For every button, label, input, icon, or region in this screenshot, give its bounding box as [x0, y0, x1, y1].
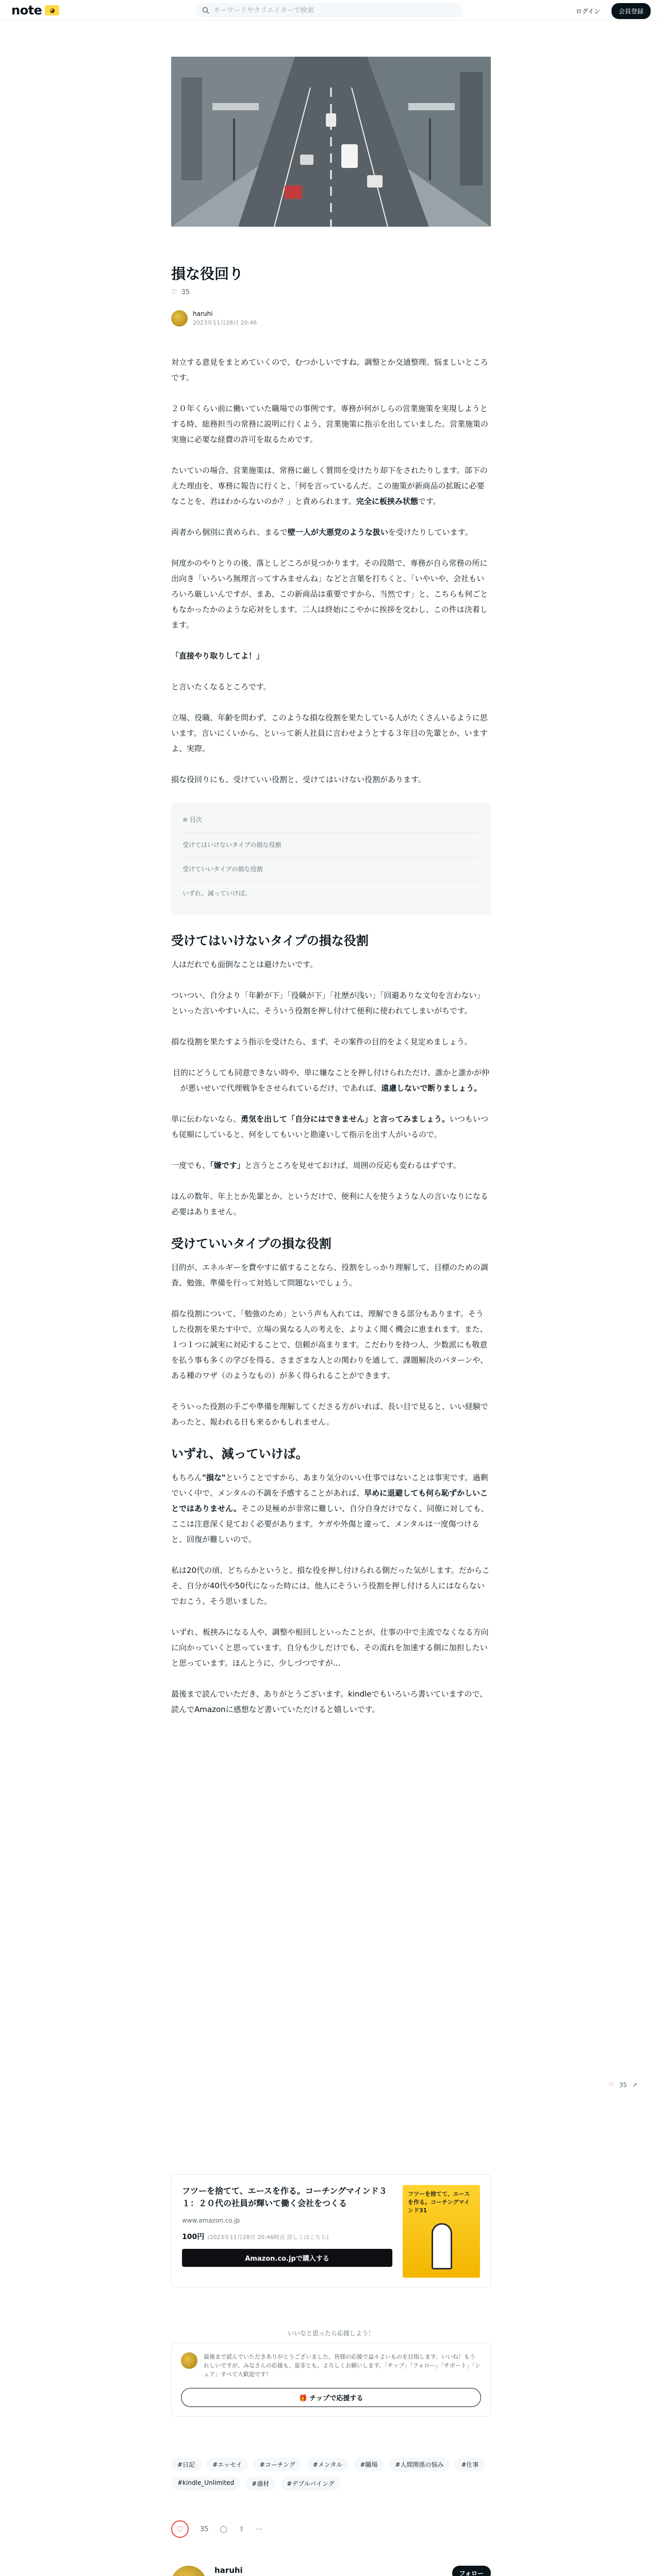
toc-heading[interactable]: ≡ 目次	[183, 816, 202, 823]
paragraph: 損な役回りにも、受けていい役割と、受けてはいけない役割があります。	[171, 775, 426, 784]
product-title[interactable]: フツーを捨てて、エースを作る。コーチングマインド３１：２０代の社員が輝いて働く会社をつくる	[182, 2186, 387, 2208]
section-heading: 受けてはいけないタイプの損な役割	[171, 934, 369, 948]
paragraph: ほんの数年、年上とか先輩とか、というだけで、便利に人を使うような人の言いなりになる必要はありません。	[171, 1192, 488, 1216]
like-count: 35	[181, 289, 190, 296]
heart-icon[interactable]: ♡	[608, 2081, 614, 2089]
share-icon[interactable]: ↗	[632, 2081, 638, 2089]
hashtag[interactable]: #コーチング	[254, 2458, 302, 2471]
hashtag[interactable]: #日記	[171, 2458, 201, 2471]
paragraph: ついつい、自分より「年齢が下」「役職が下」「社歴が浅い」「回避ありな文句を言わない」といった言いやすい人に、そういう役割を押し付けて便利に使われてしまいがちです。	[171, 991, 485, 1015]
quote-line: 「直接やり取りしてよ！」	[171, 651, 264, 660]
support-section	[171, 2329, 491, 2417]
table-of-contents	[171, 803, 491, 914]
publish-date: 2023年11月28日 20:46	[193, 319, 257, 326]
hashtag[interactable]: #適材	[245, 2477, 275, 2490]
search-icon	[202, 7, 209, 14]
heart-icon: ♡	[176, 2524, 184, 2534]
book-cover[interactable]	[403, 2185, 480, 2278]
street-scene-illustration	[171, 57, 491, 227]
support-label: いいなと思ったら応援しよう！	[287, 2330, 374, 2337]
hero-image	[171, 57, 491, 227]
like-count: 35	[619, 2081, 627, 2089]
more-options-icon[interactable]: ⋯	[256, 2525, 263, 2533]
buy-on-amazon-button[interactable]: Amazon.co.jpで購入する	[182, 2249, 392, 2267]
hashtag[interactable]: #kindle_Unlimited	[171, 2477, 240, 2490]
support-message: 最後まで読んでいただきありがとうございました。皆様の応援で益々よいものを目指します。いいね！もうれしいですが、みなさんの応援も、是非とも、よろしくお願いします。「チップ」「フォロー」「サポート」「シェア」すべて大歓迎です！	[181, 2352, 481, 2379]
paragraph: 両者から個別に責められ、まるで壁一人が大悪党のような扱いを受けたりしています。	[171, 528, 473, 537]
article-author[interactable]	[171, 310, 257, 327]
paragraph: ２０年くらい前に働いていた職場での事例です。専務が何がしらの営業施策を実現しようとする時、総務担当の常務に説明に行くよう、営業施策に指示を出していました。営業施策の実施に必要な経費の許可を取るためです。	[171, 404, 489, 444]
hashtag[interactable]: #人間関係の悩み	[389, 2458, 450, 2471]
article-action-bar	[171, 2520, 262, 2538]
hashtag[interactable]: #デブルパイング	[280, 2477, 341, 2490]
like-count: 35	[200, 2525, 209, 2533]
paragraph: と言いたくなるところです。	[171, 682, 271, 691]
header-actions	[571, 3, 651, 19]
section-heading: 受けていいタイプの損な役割	[171, 1236, 332, 1251]
like-button[interactable]	[171, 2520, 189, 2538]
product-price: 100円 (2023年11月28日 20:46時点 詳しくはこちら)	[182, 2233, 329, 2241]
paragraph: 目的が、エネルギーを費やすに値することなら、役割をしっかり理解して、目標のための調査、勉強、準備を行って対処して問題ないでしょう。	[171, 1263, 488, 1287]
paragraph: 人はだれでも面倒なことは避けたいです。	[171, 960, 318, 969]
search-input[interactable]	[213, 7, 457, 14]
amazon-product-card[interactable]	[171, 2174, 491, 2287]
article-body	[171, 354, 491, 1733]
support-box	[171, 2343, 491, 2417]
product-info	[182, 2185, 392, 2277]
toc-item[interactable]: 受けていいタイプの損な役割	[183, 857, 479, 881]
logo-text: note	[11, 3, 42, 18]
paragraph: そういった役割の手ごや準備を理解してくださる方がいれば、長い目で見ると、いい経験であったと、報われる日も来るかもしれません。	[171, 1402, 489, 1427]
paragraph: 単に伝わないなら、勇気を出して「自分にはできません」と言ってみましょう。いつもいつも従順にしていると、何をしてもいいと勘違いして指示を出す人がいるので。	[171, 1114, 489, 1139]
hashtag-list	[171, 2458, 491, 2490]
toc-item[interactable]: 受けてはいけないタイプの損な役割	[183, 833, 479, 857]
book-cover-title: フツーを捨てて、エースを作る。コーチングマインド31	[408, 2191, 470, 2214]
follow-button[interactable]: フォロー	[452, 2566, 491, 2576]
heart-icon[interactable]: ♡	[171, 289, 177, 296]
author-name[interactable]: haruhi	[193, 310, 213, 317]
signup-button[interactable]: 会員登録	[611, 3, 651, 19]
floating-like-widget	[608, 2081, 637, 2089]
share-icon[interactable]: ⇪	[239, 2525, 245, 2533]
note-logo[interactable]	[11, 3, 59, 18]
paragraph: 立場、役職、年齢を問わず、このような損な役割を果たしている人がたくさんいるように思います。言いにくいから、といって新人社員に言わせようとする３年目の先輩とか、いますよ、実際。	[171, 713, 488, 753]
tip-button[interactable]: 🎁 チップで応援する	[181, 2388, 481, 2407]
article-title: 損な役回り	[171, 265, 244, 282]
paragraph: 損な役割を果たすよう指示を受けたら、まず、その案件の目的をよく見定めましょう。	[171, 1037, 472, 1046]
hashtag[interactable]: #職場	[354, 2458, 384, 2471]
paragraph: 対立する意見をまとめていくので、むつかしいですね。調整とか交通整理。悩ましいところです。	[171, 358, 488, 382]
toc-item[interactable]: いずれ、減っていけば。	[183, 881, 479, 905]
article-like-count	[171, 289, 190, 296]
section-heading: いずれ、減っていけば。	[171, 1447, 308, 1461]
paragraph: 何度かのやりとりの後、落としどころが見つかります。その段階で、専務が自ら常務の所に出向き「いろいろ無理言ってすみませんね」などと言葉を打ちくと、「いやいや、会社もいろいろ厳しいんですが、まあ、この新商品は重要ですから、当然です」と、こちらも何ごともなかったかのような応対をします。二人は終始にこやかに挨拶を交わし、この件は決着します。	[171, 558, 488, 630]
hashtag[interactable]: #メンタル	[307, 2458, 349, 2471]
author-avatar[interactable]	[171, 2566, 206, 2576]
hashtag[interactable]: #仕事	[455, 2458, 485, 2471]
hashtag[interactable]: #エッセイ	[206, 2458, 248, 2471]
paragraph: もちろん"損な"ということですから、あまり気分のいい仕事ではないことは事実です。過剰でいく中で、メンタルの不調を予感することがあれば、早めに退避しても何ら恥ずかしいことではありません。そこの見極めが非常に難しい、自分自身だけでなく、同僚に対しても、ここは注意深く見ておく必要があります。ケガや外傷と違って、メンタルは一度傷つけると、回復が難しいので。	[171, 1473, 489, 1544]
author-name[interactable]: haruhi	[214, 2566, 243, 2575]
top-navigation	[0, 0, 662, 21]
search-bar[interactable]	[196, 3, 463, 18]
paragraph: 損な役割について、「勉強のため」という声も入れては、理解できる部分もあります。そうした役割を果たす中で、立場の異なる人の考えを、よりよく聞く機会に恵まれます。また、１つ１つに誠実に対応することで、信頼が高まります。こだわりを持つ人、少数派にも敬意を払う事も多くの学びを得る、さまざまな人との関わりを通して、課題解決のパターンや、ある種のワザ（のようなもの）が多く得られることができます。	[171, 1309, 488, 1380]
login-button[interactable]: ログイン	[575, 8, 600, 15]
author-profile-card	[171, 2566, 491, 2576]
paragraph: 一度でも、「嫌です」と言うところを見せておけば、周囲の反応も変わるはずです。	[171, 1161, 461, 1170]
logo-badge-icon: ◕	[45, 5, 59, 15]
paragraph: 最後まで読んでいただき、ありがとうございます。kindleでもいろいろ書いていますので、読んでAmazonに感想など書いていただけると嬉しいです。	[171, 1689, 488, 1714]
product-url: www.amazon.co.jp	[182, 2217, 240, 2224]
comment-icon[interactable]: ◯	[220, 2525, 228, 2533]
paragraph: たいていの場合、営業施策は、常務に厳しく質問を受けたり却下をされたりします。部下のえた理由を、専務に報告に行くと、「何を言っているんだ。この施策が新商品の拡販に必要なことを、君はわからないのか？」と責められます。完全に板挟み状態です。	[171, 466, 488, 506]
author-avatar	[181, 2352, 197, 2369]
list-icon: ≡	[183, 816, 190, 823]
book-figure-icon	[432, 2223, 452, 2269]
paragraph: 私は20代の頃、どちらかというと、損な役を押し付けられる側だった気がします。だからこそ、自分が40代や50代になった時には、他人にそういう役割を押し付ける人にはならないでおこう、そう思いました。	[171, 1566, 490, 1606]
paragraph: いずれ、板挟みになる人や、調整や根回しといったことが、仕事の中で主流でなくなる方向に向かっていくと思っています。自分も少しだけでも、その流れを加速する側に加担したいと思っています。ほんとうに、少しづつですが…	[171, 1628, 489, 1668]
paragraph: 目的にどうしても同意できない時や、単に嫌なことを押し付けられただけ、誰かと誰かが仲が悪いせいで代理戦争をさせられているだけ、であれば、遠慮しないで断りましょう。	[172, 1068, 490, 1093]
author-avatar[interactable]	[171, 310, 188, 327]
gift-icon: 🎁	[299, 2395, 310, 2402]
